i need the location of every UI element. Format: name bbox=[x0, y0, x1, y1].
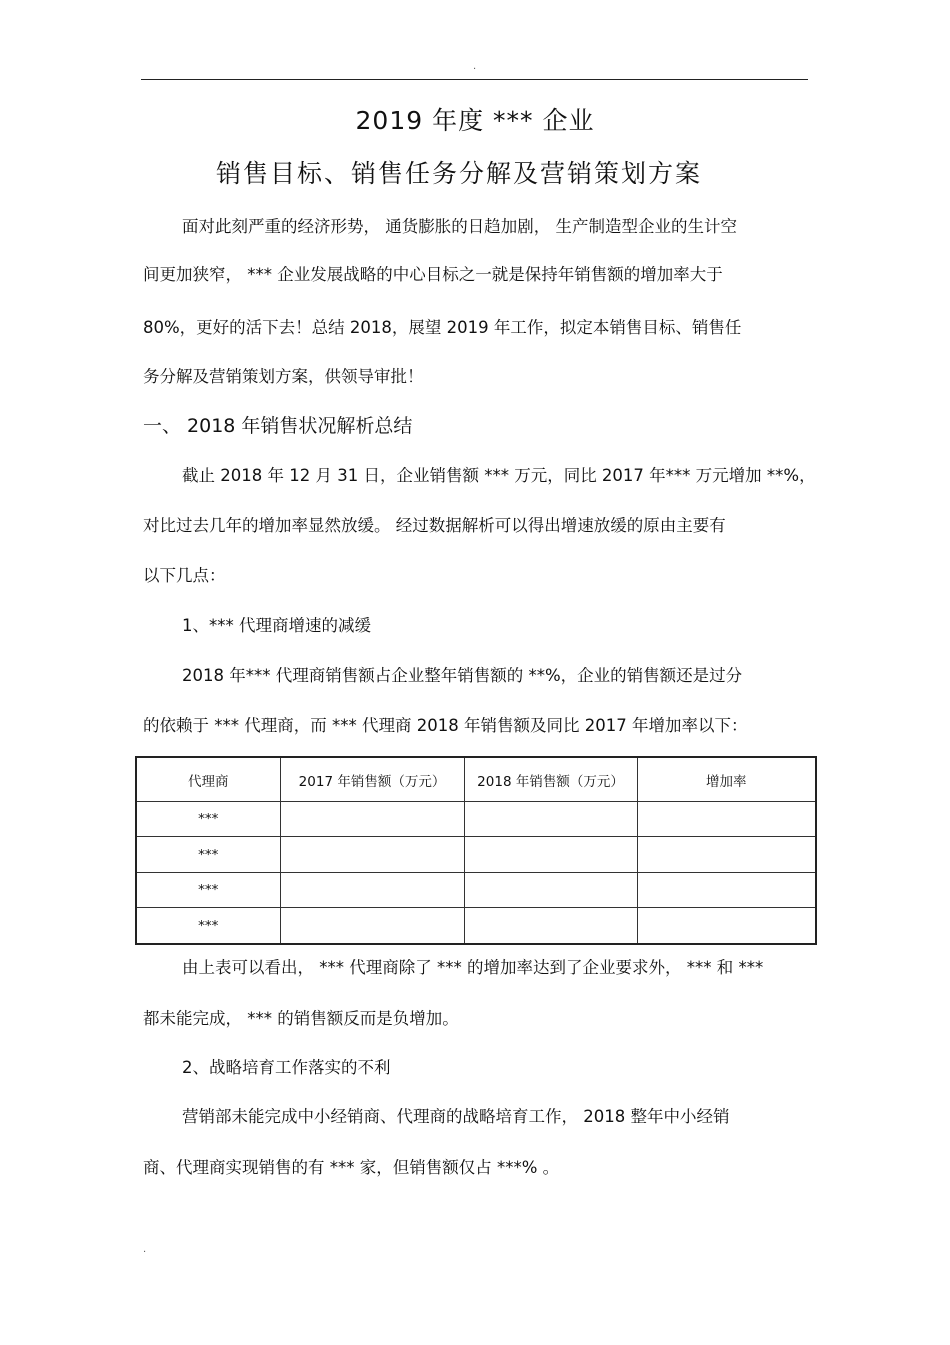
intro-line-4: 务分解及营销策划方案，供领导审批！ bbox=[143, 367, 424, 386]
section1-para-line-3: 以下几点： bbox=[143, 566, 226, 585]
table-header-row bbox=[136, 757, 816, 802]
header-rule bbox=[141, 79, 808, 80]
section-heading-1: 一、 2018 年销售状况解析总结 bbox=[143, 415, 413, 437]
table-cell bbox=[637, 908, 816, 944]
subsection2-para-line-1: 营销部未能完成中小经销商、代理商的战略培育工作， 2018 整年中小经销 bbox=[182, 1107, 730, 1126]
table-cell bbox=[637, 802, 816, 837]
section1-para-line-1: 截止 2018 年 12 月 31 日，企业销售额 *** 万元，同比 2017 年*** 万元增加 **%， bbox=[182, 466, 816, 485]
document-title: 2019 年度 *** 企业 bbox=[355, 106, 595, 135]
agent-sales-table bbox=[135, 756, 817, 945]
table-row bbox=[136, 802, 816, 837]
table-cell bbox=[637, 837, 816, 872]
table-cell bbox=[280, 837, 464, 872]
document-subtitle: 销售目标、销售任务分解及营销策划方案 bbox=[216, 159, 703, 188]
section1-para-line-2: 对比过去几年的增加率显然放缓。 经过数据解析可以得出增速放缓的原由主要有 bbox=[143, 516, 726, 535]
table-cell bbox=[280, 908, 464, 944]
table-header-cell: 代理商 bbox=[136, 757, 280, 802]
table-cell bbox=[637, 872, 816, 907]
table-cell bbox=[464, 837, 637, 872]
table-cell: *** bbox=[136, 837, 280, 872]
table-row bbox=[136, 872, 816, 907]
after-table-line-1: 由上表可以看出， *** 代理商除了 *** 的增加率达到了企业要求外， *** 和 *** bbox=[182, 958, 764, 977]
table-cell bbox=[464, 872, 637, 907]
table-header-cell: 2018 年销售额（万元） bbox=[464, 757, 637, 802]
header-dot: . bbox=[473, 61, 477, 72]
table-cell bbox=[280, 872, 464, 907]
table-row bbox=[136, 908, 816, 944]
table-cell bbox=[280, 802, 464, 837]
table-cell: *** bbox=[136, 908, 280, 944]
subsection2-para-line-2: 商、代理商实现销售的有 *** 家，但销售额仅占 ***% 。 bbox=[143, 1158, 560, 1177]
table-header-cell: 2017 年销售额（万元） bbox=[280, 757, 464, 802]
table-cell: *** bbox=[136, 872, 280, 907]
table-row bbox=[136, 837, 816, 872]
table-header-cell: 增加率 bbox=[637, 757, 816, 802]
after-table-line-2: 都未能完成， *** 的销售额反而是负增加。 bbox=[143, 1009, 459, 1028]
subsection-heading-1: 1、*** 代理商增速的减缓 bbox=[182, 616, 371, 635]
intro-line-1: 面对此刻严重的经济形势， 通货膨胀的日趋加剧， 生产制造型企业的生计空 bbox=[182, 217, 737, 236]
subsection1-para-line-1: 2018 年*** 代理商销售额占企业整年销售额的 **%，企业的销售额还是过分 bbox=[182, 666, 743, 685]
subsection-heading-2: 2、战略培育工作落实的不利 bbox=[182, 1058, 391, 1077]
table-cell: *** bbox=[136, 802, 280, 837]
table-cell bbox=[464, 908, 637, 944]
footer-dot: . bbox=[143, 1244, 147, 1255]
subsection1-para-line-2: 的依赖于 *** 代理商，而 *** 代理商 2018 年销售额及同比 2017 年增加率以下： bbox=[143, 716, 748, 735]
table-cell bbox=[464, 802, 637, 837]
intro-line-3: 80%，更好的活下去！总结 2018，展望 2019 年工作，拟定本销售目标、销售任 bbox=[143, 318, 742, 337]
intro-line-2: 间更加狭窄， *** 企业发展战略的中心目标之一就是保持年销售额的增加率大于 bbox=[143, 265, 723, 284]
